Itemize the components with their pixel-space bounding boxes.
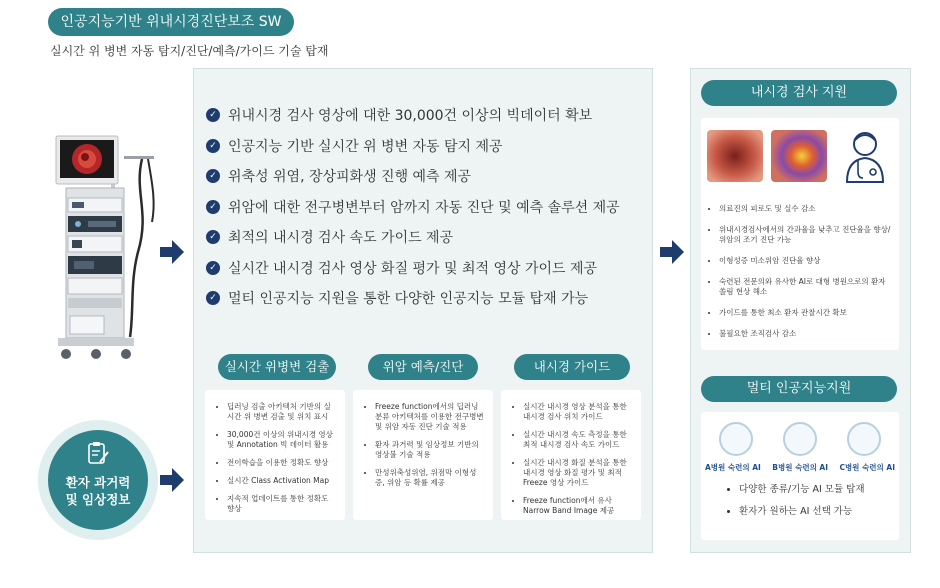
endoscope-tower-image — [38, 122, 168, 374]
hospital-a-ai-label: A병원 숙련의 AI — [705, 463, 761, 472]
arrow-right-icon — [658, 238, 686, 266]
list-item: • Freeze function에서 유사 Narrow Band Image 제공 — [523, 496, 633, 516]
hospital-b-ai-label: B병원 숙련의 AI — [772, 463, 829, 472]
module-card-endoscopy-guide — [501, 390, 641, 520]
list-item: • 이형성증 미소위암 진단율 향상 — [719, 256, 893, 266]
feature-item: ✓ 멀티 인공지능 지원을 통한 다양한 인공지능 모듈 탑재 가능 — [206, 283, 646, 314]
list-item: • 환자 과거력 및 임상정보 기반의 영상불 기술 적용 — [375, 440, 485, 460]
list-item: • Freeze function에서의 딥러닝 분류 아키텍처를 이용한 전구병변 및 위암 자동 진단 기술 적용 — [375, 402, 485, 432]
list-item: • 지속적 업데이트를 통한 정확도 향상 — [227, 494, 337, 514]
list-item: • 다양한 종류/기능 AI 모듈 탑재 — [739, 484, 865, 496]
doctor-icon — [841, 128, 891, 184]
list-item: • 불필요한 조직검사 감소 — [719, 329, 893, 339]
list-item: • 실시간 내시경 영상 분석을 통한 내시경 검사 위치 가이드 — [523, 402, 633, 422]
check-circle-icon: ✓ — [206, 230, 220, 244]
feature-item: ✓ 위내시경 검사 영상에 대한 30,000건 이상의 빅데이터 확보 — [206, 100, 646, 131]
list-item: • 딥러닝 검출 아키텍처 기반의 실시간 위 병변 검출 및 위치 표시 — [227, 402, 337, 422]
module-card-cancer-prediction — [353, 390, 493, 520]
endoscopy-support-card — [701, 118, 899, 350]
multi-ai-label: 멀티 인공지능지원 — [701, 376, 897, 402]
check-circle-icon: ✓ — [206, 169, 220, 183]
list-item: • 숙련된 전문의와 유사한 AI로 대형 병원으로의 환자 쏠림 현상 해소 — [719, 277, 893, 297]
brain-chip-icon — [719, 422, 753, 456]
arrow-right-icon — [158, 466, 186, 494]
module-cancer-prediction-label: 위암 예측/진단 — [368, 354, 478, 380]
feature-list — [206, 100, 646, 314]
multi-ai-card — [701, 412, 899, 540]
list-item: • 실시간 내시경 화질 분석을 통한 내시경 영상 화질 평가 및 최적 Freeze 영상 가이드 — [523, 458, 633, 488]
feature-item: ✓ 실시간 내시경 검사 영상 화질 평가 및 최적 영상 가이드 제공 — [206, 253, 646, 284]
list-item: • 위내시경검사에서의 간과율을 낮추고 진단율을 향상/위암의 조기 진단 가능 — [719, 225, 893, 245]
check-circle-icon: ✓ — [206, 200, 220, 214]
list-item: • 의료진의 피로도 및 실수 감소 — [719, 204, 893, 214]
patient-info-line1: 환자 과거력 — [65, 475, 131, 490]
patient-info-line2: 및 임상정보 — [65, 492, 131, 507]
module-endoscopy-guide-label: 내시경 가이드 — [514, 354, 630, 380]
list-item: • 만성위축성위염, 위점막 이형성증, 위암 등 확률 제공 — [375, 468, 485, 488]
arrow-right-icon — [158, 238, 186, 266]
check-circle-icon: ✓ — [206, 261, 220, 275]
module-lesion-detection-label: 실시간 위병변 검출 — [218, 354, 336, 380]
clipboard-pencil-icon — [86, 440, 110, 466]
subtitle: 실시간 위 병변 자동 탐지/진단/예측/가이드 기술 탑재 — [50, 44, 329, 58]
module-card-lesion-detection — [205, 390, 345, 520]
endoscopy-support-label: 내시경 검사 지원 — [701, 80, 897, 106]
brain-chip-icon — [847, 422, 881, 456]
hospital-c-ai-label: C병원 숙련의 AI — [839, 463, 895, 472]
check-circle-icon: ✓ — [206, 108, 220, 122]
feature-item: ✓ 위축성 위염, 장상피화생 진행 예측 제공 — [206, 161, 646, 192]
patient-info-badge — [48, 430, 148, 530]
list-item: • 가이드를 통한 최소 환자 관찰시간 확보 — [719, 308, 893, 318]
list-item: • 실시간 Class Activation Map — [227, 476, 337, 486]
check-circle-icon: ✓ — [206, 291, 220, 305]
feature-item: ✓ 인공지능 기반 실시간 위 병변 자동 탐지 제공 — [206, 131, 646, 162]
list-item: • 30,000건 이상의 위내시경 영상 및 Annotation 빅 데이터 활용 — [227, 430, 337, 450]
list-item: • 환자가 원하는 AI 선택 가능 — [739, 506, 865, 518]
check-circle-icon: ✓ — [206, 139, 220, 153]
brain-chip-icon — [783, 422, 817, 456]
title-badge: 인공지능기반 위내시경진단보조 SW — [48, 8, 294, 36]
list-item: • 실시간 내시경 속도 측정을 통한 최적 내시경 검사 속도 가이드 — [523, 430, 633, 450]
feature-item: ✓ 위암에 대한 전구병변부터 암까지 자동 진단 및 예측 솔루션 제공 — [206, 192, 646, 223]
list-item: • 전이학습을 이용한 정확도 향상 — [227, 458, 337, 468]
feature-item: ✓ 최적의 내시경 검사 속도 가이드 제공 — [206, 222, 646, 253]
